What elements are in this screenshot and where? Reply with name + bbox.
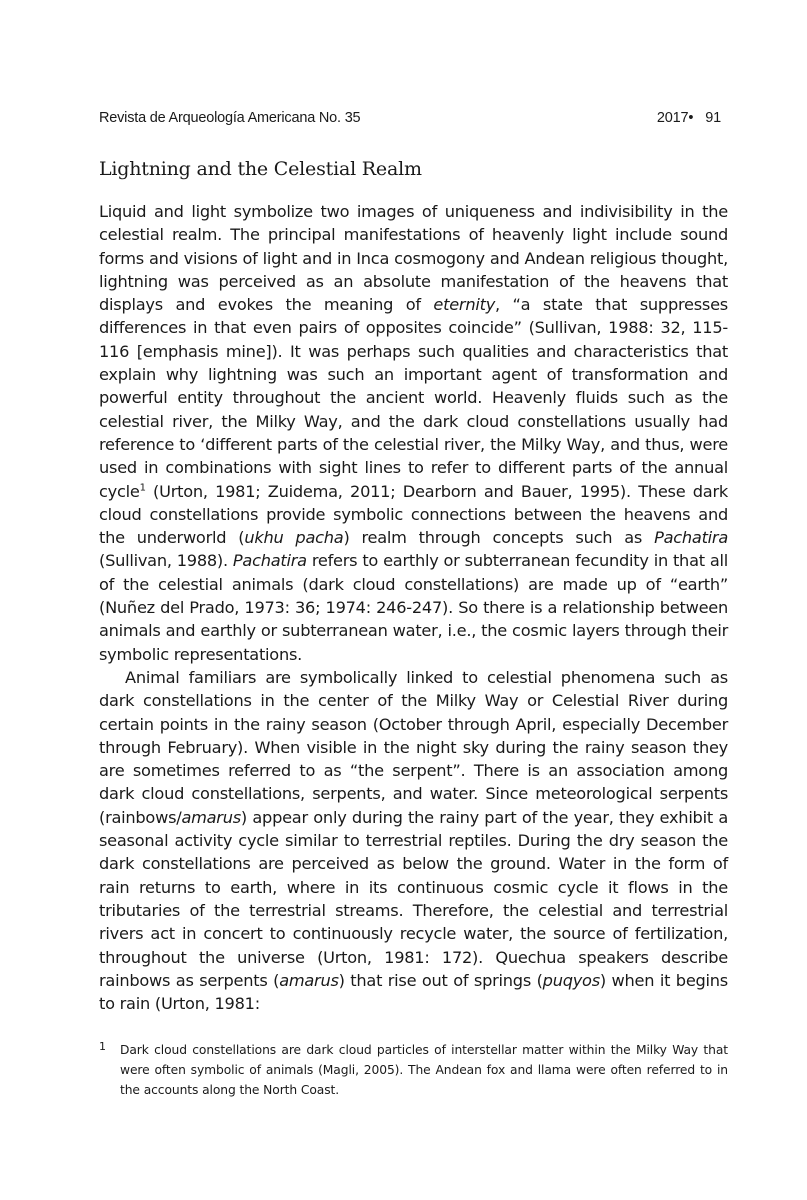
italic-term: amarus [279, 970, 339, 990]
italic-term: ukhu pacha [244, 528, 344, 548]
text-run: refers to earthly or subterranean fecundity in that all of the celestial animals (dark cloud constellations) are made up of “earth” (Nuñez del Prado, 1973: 36; 1974: 246-247). So there is a relationship between animals and earthly or subterranean water, i.e., the cosmic layers through their symbolic representations. [99, 551, 728, 664]
footnote-reference[interactable]: 1 [139, 482, 146, 494]
footnote [99, 1040, 728, 1100]
running-header [99, 108, 721, 128]
footnote-marker: 1 [99, 1040, 106, 1053]
text-run: ) realm through concepts such as [343, 528, 655, 548]
italic-term: Pachatira [232, 551, 307, 571]
text-run: , “a state that suppresses differences in that even pairs of opposites coincide” (Sullivan, 1988: 32, 115-116 [emphasis mine]). It was perhaps such qualities and characteristics that explain why lightning was such an important agent of transformation and powerful entity throughout the ancient world. Heavenly fluids such as the celestial river, the Milky Way, and the dark cloud constellations usually had reference to ‘different parts of the celestial river, the Milky Way, and thus, were used in combinations with sight lines to refer to different parts of the annual cycle [99, 295, 728, 501]
paragraph-1 [99, 200, 728, 666]
italic-term: Pachatira [654, 528, 729, 548]
text-run: Liquid and light symbolize two images of uniqueness and indivisibility in the celestial realm. The principal manifestations of heavenly light include sound forms and visions of light and in Inca cosmogony and Andean religious thought, lightning was perceived as an absolute manifestation of the heavens that displays and evokes the meaning of [99, 202, 728, 315]
italic-term: puqyos [542, 970, 600, 990]
paragraph-2 [99, 666, 728, 1015]
italic-term: eternity [433, 295, 496, 315]
body-text [99, 200, 728, 1015]
text-run: (Urton, 1981; Zuidema, 2011; Dearborn and Bauer, 1995). These dark cloud constellations provide symbolic connections between the heavens and the underworld ( [99, 481, 728, 548]
section-title: Lightning and the Celestial Realm [99, 158, 422, 180]
text-run: Animal familiars are symbolically linked to celestial phenomena such as dark constellations in the center of the Milky Way or Celestial River during certain points in the rainy season (October through April, especially December through February). When visible in the night sky during the rainy season they are sometimes referred to as “the serpent”. There is an association among dark cloud constellations, serpents, and water. Since meteorological serpents (rainbows/ [99, 667, 728, 827]
text-run: ) when it begins to rain (Urton, 1981: [99, 970, 728, 1014]
journal-title: Revista de Arqueología Americana No. 35 [99, 110, 361, 126]
page-info [657, 110, 721, 126]
header-separator: • [688, 110, 694, 126]
italic-term: amarus [181, 807, 241, 827]
page-number: 91 [705, 110, 721, 126]
year: 2017 [656, 110, 689, 126]
text-run: ) that rise out of springs ( [338, 970, 543, 990]
text-run: (Sullivan, 1988). [99, 551, 233, 571]
text-run: ) appear only during the rainy part of the year, they exhibit a seasonal activity cycle similar to terrestrial reptiles. During the dry season the dark constellations are perceived as below the ground. Water in the form of rain returns to earth, where in its continuous cosmic cycle it flows in the tributaries of the terrestrial streams. Therefore, the celestial and terrestrial rivers act in concert to continuously recycle water, the source of fertilization, throughout the universe (Urton, 1981: 172). Quechua speakers describe rainbows as serpents ( [99, 807, 728, 990]
footnote-text: Dark cloud constellations are dark cloud particles of interstellar matter within the Milky Way that were often symbolic of animals (Magli, 2005). The Andean fox and llama were often referred to in the accounts along the North Coast. [120, 1043, 728, 1097]
